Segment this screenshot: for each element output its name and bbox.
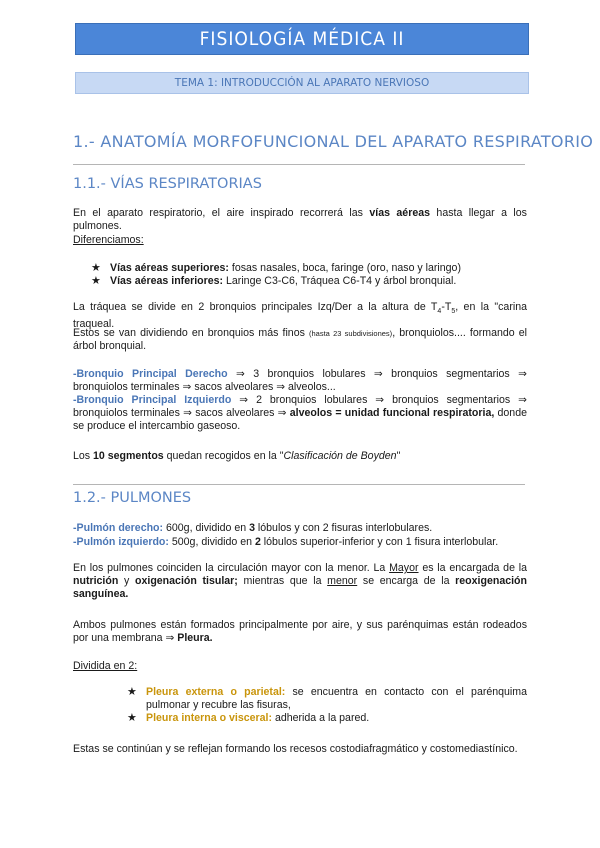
list-item: ★ Pleura externa o parietal: se encuentra en contacto con el parénquima pulmonar y recubre las fisuras, [127,686,528,711]
paragraph-recesses: Estas se continúan y se reflejan formando los recesos costodiafragmático y costomediastínico. [73,743,518,755]
subsection-heading-lungs: 1.2.- PULMONES [73,490,192,506]
paragraph-circulation: En los pulmones coinciden la circulación mayor con la menor. La Mayor es la encargada de la nutrición y oxigenación tisular; mientras que la menor se encarga de la reoxigenación sanguínea. [73,562,528,600]
list-item: ★ Pleura interna o visceral: adherida a la pared. [127,712,370,724]
document-title: FISIOLOGÍA MÉDICA II [75,23,529,55]
paragraph-segments: Los 10 segmentos quedan recogidos en la "Clasificación de Boyden" [73,450,401,462]
paragraph-right-bronchus: -Bronquio Principal Derecho ⇒ 3 bronquios lobulares ⇒ bronquios segmentarios ⇒ bronquiolos terminales ⇒ sacos alveolares ⇒ alveolos... [73,368,527,393]
label-differentiate: Diferenciamos: [73,234,144,246]
section-divider [73,164,525,165]
star-bullet-icon: ★ [91,262,101,274]
star-bullet-icon: ★ [91,275,101,287]
section-heading-anatomy: 1.- ANATOMÍA MORFOFUNCIONAL DEL APARATO RESPIRATORIO [73,132,594,151]
label-divided-in-two: Dividida en 2: [73,660,138,672]
paragraph-airways-intro: En el aparato respiratorio, el aire inspirado recorrerá las vías aéreas hasta llegar a los pulmones. [73,207,527,232]
paragraph-bronchi-division: Estos se van dividiendo en bronquios más finos (hasta 23 subdivisiones), bronquiolos.... formando el árbol bronquial. [73,327,527,352]
paragraph-left-lung: -Pulmón izquierdo: 500g, dividido en 2 lóbulos superior-inferior y con 1 fisura interlobular. [73,536,499,548]
subsection-heading-airways: 1.1.- VÍAS RESPIRATORIAS [73,176,262,192]
list-item: ★ Vías aéreas superiores: fosas nasales, boca, faringe (oro, naso y laringo) [91,262,461,274]
star-bullet-icon: ★ [127,686,137,698]
airways-list [91,262,527,288]
paragraph-trachea: La tráquea se divide en 2 bronquios principales Izq/Der a la altura de $T_4-T_5$, en la "carina traqueal. [73,301,527,331]
section-divider [73,484,525,485]
topic-subtitle: TEMA 1: INTRODUCCIÓN AL APARATO NERVIOSO [75,72,529,94]
paragraph-right-lung: -Pulmón derecho: 600g, dividido en 3 lóbulos y con 2 fisuras interlobulares. [73,522,433,534]
paragraph-left-bronchus: -Bronquio Principal Izquierdo ⇒ 2 bronquios lobulares ⇒ bronquios segmentarios ⇒ bronquiolos terminales ⇒ sacos alveolares ⇒ alveolos = unidad funcional respiratoria, donde se produce el intercambio gaseoso. [73,394,527,432]
paragraph-pleura: Ambos pulmones están formados principalmente por aire, y sus parénquimas están rodeados por una membrana ⇒ Pleura. [73,619,527,644]
list-item: ★ Vías aéreas inferiores: Laringe C3-C6, Tráquea C6-T4 y árbol bronquial. [91,275,457,287]
pleura-list [127,686,527,725]
star-bullet-icon: ★ [127,712,137,724]
